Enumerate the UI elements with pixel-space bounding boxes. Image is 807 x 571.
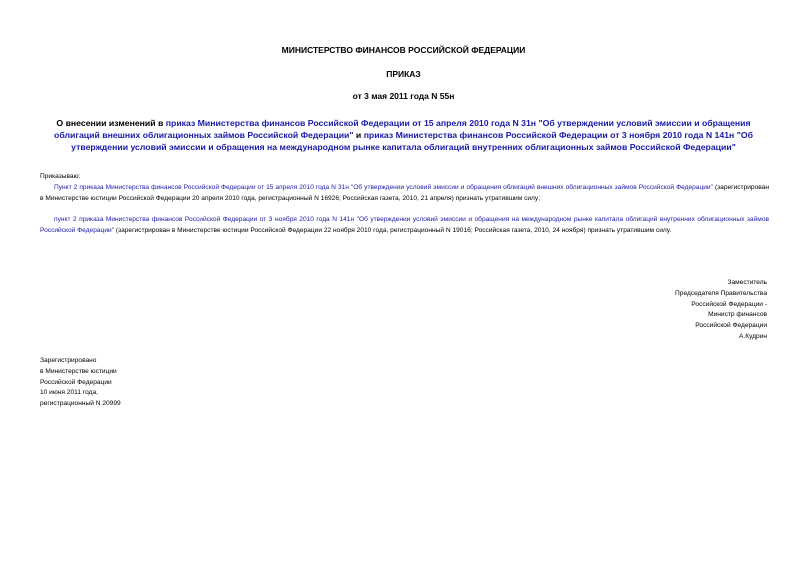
paragraph-1-link[interactable]: Пункт 2 приказа Министерства финансов Российской Федерации от 15 апреля 2010 года N 31н "Об утверждении условий эмиссии и обращения облигаций внешних облигационных займов Российской Федерации": [54, 184, 713, 191]
heading-link-order-141n[interactable]: приказ Министерства финансов Российской Федерации от 3 ноября 2010 года N 141н "Об утверждении условий эмиссии и обращения на международном рынке капитала облигаций внутренних облигационных займов Российской Федерации": [71, 130, 753, 152]
paragraph-2: [40, 214, 769, 236]
document-heading: [40, 117, 767, 153]
document-date-number: от 3 мая 2011 года N 55н: [352, 91, 455, 101]
registration-block: [40, 356, 240, 410]
signatory-name: А.Кудрин: [739, 332, 767, 340]
signature-line: Российской Федерации -: [691, 300, 767, 308]
registration-line: Российской Федерации: [40, 378, 112, 386]
paragraph-1-text: (зарегистрирован в Министерстве юстиции Российской Федерации 20 апреля 2010 года, регистрационный N 16926; Российская газета, 2010, 21 апреля) признать утратившим силу;: [40, 184, 769, 202]
signature-line: Заместитель: [727, 279, 767, 286]
registration-number: регистрационный N 20999: [40, 400, 121, 408]
signature-line: Председателя Правительства: [675, 289, 767, 297]
paragraph-2-link[interactable]: пункт 2 приказа Министерства финансов Российской Федерации от 3 ноября 2010 года N 141н "Об утверждении условий эмиссии и обращения на международном рынке капитала облигаций внутренних облигационных займов Российской Федерации": [40, 216, 769, 234]
registration-line: в Министерстве юстиции: [40, 367, 117, 375]
ministry-name: МИНИСТЕРСТВО ФИНАНСОВ РОССИЙСКОЙ ФЕДЕРАЦИИ: [281, 45, 526, 55]
document-type: ПРИКАЗ: [386, 69, 421, 79]
paragraph-1: [40, 182, 769, 204]
paragraph-2-text: (зарегистрирован в Министерстве юстиции Российской Федерации 22 ноября 2010 года, регистрационный N 19016; Российская газета, 2010, 24 ноября) признать утратившим силу.: [114, 227, 672, 234]
heading-prefix: О внесении изменений в: [56, 118, 166, 128]
signature-line: Российской Федерации: [695, 322, 767, 330]
registration-line: Зарегистрировано: [40, 357, 97, 364]
signature-block: [547, 278, 767, 343]
registration-date: 10 июня 2011 года,: [40, 389, 98, 397]
heading-conjunction: и: [353, 130, 364, 140]
signature-line: Министр финансов: [708, 311, 767, 319]
order-word: Приказываю:: [40, 173, 81, 180]
heading-link-order-31n[interactable]: приказ Министерства финансов Российской Федерации от 15 апреля 2010 года N 31н "Об утверждении условий эмиссии и обращения облигаций внешних облигационных займов Российской Федерации": [54, 118, 751, 140]
